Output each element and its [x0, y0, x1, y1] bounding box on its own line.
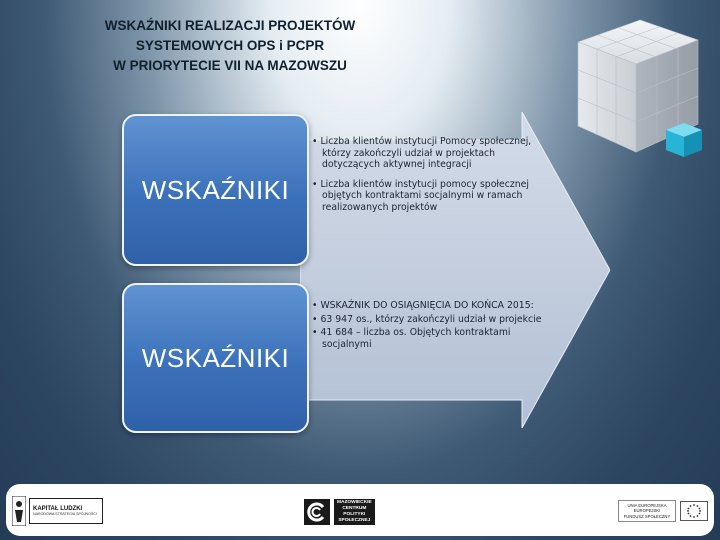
title-line: SYSTEMOWYCH OPS i PCPR: [135, 38, 325, 53]
list-item: • WSKAŹNIK DO OSIĄGNIĘCIA DO KOŃCA 2015:: [312, 300, 552, 312]
kapital-ludzki-logo: [12, 494, 106, 528]
title-line: WSKAŹNIKI REALIZACJI PROJEKTÓW: [104, 18, 356, 33]
list-item: • 41 684 – liczba os. Objętych kontraktami socjalnymi: [312, 327, 552, 350]
kapital-ludzki-emblem-icon: [12, 496, 26, 526]
eu-flag-icon: [680, 501, 708, 521]
indicator-list-2: [312, 300, 552, 352]
left-logo-line1: KAPITAŁ LUDZKI: [33, 506, 83, 512]
list-item: • Liczba klientów instytucji Pomocy społecznej, którzy zakończyli udział w projektach dotyczących aktywnej integracji: [312, 136, 552, 171]
slide-title: [30, 16, 430, 76]
indicator-list-1: [312, 136, 552, 221]
mcps-emblem-icon: [304, 499, 330, 525]
indicator-box-label: WSKAŹNIKI: [141, 342, 290, 373]
title-line: W PRIORYTECIE VII NA MAZOWSZU: [113, 58, 347, 73]
list-item: • 63 947 os., którzy zakończyli udział w projekcie: [312, 314, 552, 326]
indicator-box-1: [122, 114, 309, 266]
indicator-box-label: WSKAŹNIKI: [141, 174, 290, 205]
indicator-box-2: [122, 283, 309, 433]
list-item: • Liczba klientów instytucji pomocy społecznej objętych kontraktami socjalnymi w ramach realizowanych projektów: [312, 179, 552, 214]
eu-text: UNIA EUROPEJSKA EUROPEJSKI FUNDUSZ SPOŁECZNY: [618, 500, 676, 522]
footer-logo-bar: [6, 484, 714, 536]
left-logo-line2: NARODOWA STRATEGIA SPÓJNOŚCI: [33, 512, 97, 516]
eu-logo: [618, 498, 710, 524]
mcps-logo: [304, 498, 384, 526]
mcps-text: MAZOWIECKIE CENTRUM POLITYKI SPOŁECZNEJ: [334, 499, 375, 525]
